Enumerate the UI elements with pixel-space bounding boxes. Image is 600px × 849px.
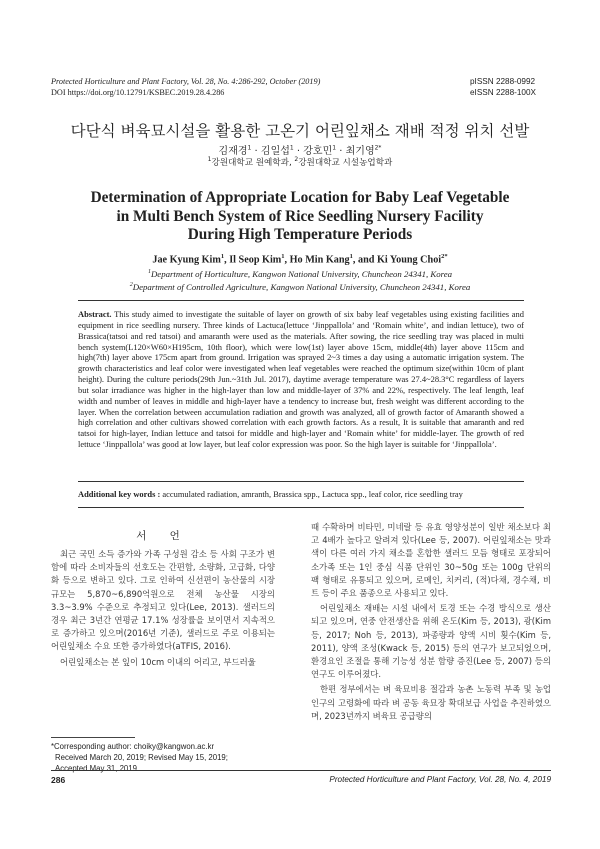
page-number: 286 — [51, 775, 66, 785]
left-column — [51, 548, 275, 669]
english-authors: Jae Kyung Kim$^1$, Il Seop Kim$^1$, Ho Min Kang$^1$, and Ki Young Choi$^{2*}$ — [152, 253, 448, 266]
received-dates: Received March 20, 2019; Revised May 15, 2019; — [55, 753, 228, 762]
issn-block — [470, 77, 536, 98]
doi-line: DOI https://doi.org/10.12791/KSBEC.2019.28.4.286 — [51, 87, 225, 97]
keywords-text: accumulated radiation, amranth, Brassica spp., Lactuca spp., leaf color, rice seedling tray — [162, 489, 463, 499]
abstract-text: This study aimed to investigate the suitable of layer on growth of six baby leaf vegetables using existing facilities and equipment in rice seedling nursery. Three kinds of Lactuca(lettuce ‘Jinppallola’ and ‘Romain white’, and indian lettuce), two of Brassica(tatsoi and red tatsoi) and amaranth were used as the materials. After sowing, the rice seedling tray was placed in multi bench system(L120×W60×H195cm, 10th floor), which were low(1st) layer above 15cm, middle(4th) layer above 115cm and high(7th) layer above 175cm apart from ground. Irrigation was sprayed 2~3 times a day using a automatic irrigation system. The growth characteristics and leaf color were investigated when leaf vegetables were reached the optimum size(within 10cm of plant height). During the culture periods(29th Jun.~31th Jul. 2017), daytime average temperature was 27.4~28.3°C regardless of layers but solar irradiance was higher in the high-layer than low and middle-layer of 37% and 22%, respectively. The leaf length, leaf width and number of leaves in middle and high-layer have a tendency to increase but, fresh weight was different according to the layer. When the correlation between accumulation radiation and growth was analyzed, all of growth factor of Amaranth showed a high correlation and other cultivars showed correlation with each growth factors. As a result, It is suitable that amaranth and red tatsoi for high-layer, Indian lettuce and tatsoi for middle and high-layer and ‘Romain white’ for middle-layer. The growth of red lettuce ‘Jinppallola’ was good at low layer, but leaf color expression was poor. So the high layer is suitable for ‘Jinppallola’. — [78, 309, 524, 450]
author-kr-1: 김재경 — [218, 146, 248, 157]
english-title: Determination of Appropriate Location for Baby Leaf Vegetable in Multi Bench System of Rice Seedling Nursery Facility During High Temperature Periods — [90, 189, 510, 243]
section-title: 서 언 — [136, 530, 190, 542]
corresponding-author: *Corresponding author: choiky@kangwon.ac.kr — [51, 742, 215, 751]
author-kr-2: 김일섭 — [260, 146, 290, 157]
abstract — [78, 309, 524, 450]
journal-citation: Protected Horticulture and Plant Factory, Vol. 28, No. 4:286-292, October (2019) — [51, 77, 321, 86]
korean-authors: 김재경$^1$ · 김일섭$^1$ · 강호민$^1$ · 최기영$^{2*}$ — [218, 144, 382, 157]
paragraph: 최근 국민 소득 증가와 가족 구성원 감소 등 사회 구조가 변함에 따라 소비자들의 선호도는 간편함, 소량화, 고급화, 다양화 등으로 변하고 있다. 그로 인하여 신선편이 농산물의 시장규모는 5,870~6,890억원으로 전체 농산물 시장의 3.3~3.9% 수준으로 추정되고 있다(Lee, 2013). 샐러드의 경우 최근 3년간 연평균 17.1% 성장률을 보이면서 지속적으로 증가하고 있으며(2016년 기준), 샐러드로 주로 이용되는 어린잎채소 수요 또한 증가하였다(aTFIS, 2016). — [51, 549, 275, 652]
keywords — [78, 489, 524, 499]
author-en-4: Ki Young Choi — [376, 254, 442, 266]
accepted-date: Accepted May 31, 2019 — [55, 764, 137, 773]
abstract-top-rule — [78, 300, 524, 301]
paragraph: 어린잎채소는 본 잎이 10cm 이내의 어리고, 부드러울 — [60, 656, 256, 667]
korean-title: 다단식 벼육묘시설을 활용한 고온기 어린잎채소 재배 적정 위치 선발 — [70, 122, 530, 140]
english-affiliations: $^1$Department of Horticulture, Kangwon National University, Chuncheon 24341, Korea $^2$Department of Controlled Agriculture, Kangwon National University, Chuncheon 24341, Korea — [129, 268, 471, 292]
author-kr-3: 강호민 — [303, 146, 333, 157]
paragraph: 한편 정부에서는 벼 육묘비용 절감과 농촌 노동력 부족 및 농업인구의 고령화에 따라 벼 공동 육묘장 확대보급 사업을 추진하였으며, 2023년까지 벼육묘 공급량의 — [311, 684, 551, 721]
keywords-bottom-rule — [78, 507, 524, 508]
journal-header — [51, 77, 320, 98]
abstract-bottom-rule — [78, 481, 524, 482]
keywords-label: Additional key words : — [78, 489, 163, 499]
paragraph: 어린잎채소 재배는 시설 내에서 토경 또는 수경 방식으로 생산되고 있으며, 연중 안전생산을 위해 온도(Kim 등, 2013), 광(Kim 등, 2017; Noh 등, 2013), 파종량과 양액 시비 횟수(Kim 등, 2011), 양액 조성(Kwack 등, 2015) 등의 연구가 보고되었으며, 환경요인 조절을 통해 기능성 성분 함량 증진(Lee 등, 2007) 등의 연구도 이루어졌다. — [311, 603, 551, 680]
eissn: eISSN 2288-100X — [470, 87, 536, 97]
author-en-1: Jae Kyung Kim — [152, 254, 221, 266]
pissn: pISSN 2288-0992 — [470, 77, 536, 86]
footer-journal: Protected Horticulture and Plant Factory, Vol. 28, No. 4, 2019 — [329, 775, 551, 784]
korean-affiliations: $^1$강원대학교 원예학과, $^2$강원대학교 시설농업학과 — [207, 156, 393, 168]
author-en-3: Ho Min Kang — [289, 254, 350, 266]
author-kr-4: 최기영 — [345, 146, 375, 157]
author-en-2: Il Seop Kim — [229, 254, 282, 266]
abstract-label: Abstract. — [78, 309, 112, 319]
right-column — [311, 521, 551, 723]
footnote-rule — [51, 737, 135, 738]
paragraph: 때 수확하며 비타민, 미네랄 등 유효 영양성분이 일반 채소보다 최고 4배가 높다고 알려져 있다(Lee 등, 2007). 어린잎채소는 맛과 색이 다른 여러 가지 채소를 혼합한 샐러드 모듬 형태로 포장되어 소가족 또는 1인 중심 식품 단위인 30~50g 또는 100g 단위의 팩 형태로 유통되고 있으며, 로메인, 치커리, (적)다채, 경수채, 비트 등이 주요 품종으로 사용되고 있다. — [311, 522, 551, 599]
footer-rule — [51, 770, 551, 771]
